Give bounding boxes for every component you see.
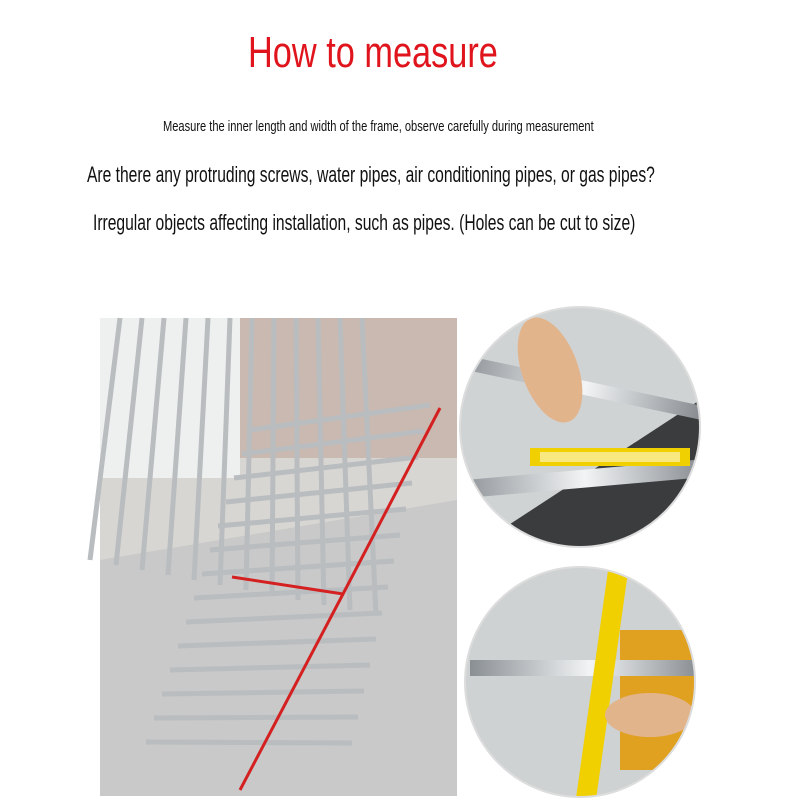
rack-bar — [296, 318, 298, 600]
rack-bar — [272, 318, 274, 595]
measure-photo-top — [455, 300, 716, 560]
rack-rung — [154, 717, 358, 718]
instruction-line-1: Measure the inner length and width of the frame, observe carefully during measurement — [163, 118, 594, 135]
rack-rung — [146, 742, 352, 743]
page-title: How to measure — [248, 28, 498, 77]
instruction-line-2: Are there any protruding screws, water pipes, air conditioning pipes, or gas pipes? — [87, 162, 655, 187]
measure-photo-bottom — [460, 565, 710, 800]
rack-rung — [162, 691, 364, 694]
instruction-line-3: Irregular objects affecting installation, such as pipes. (Holes can be cut to size) — [93, 210, 636, 235]
rack-photo — [90, 318, 457, 796]
